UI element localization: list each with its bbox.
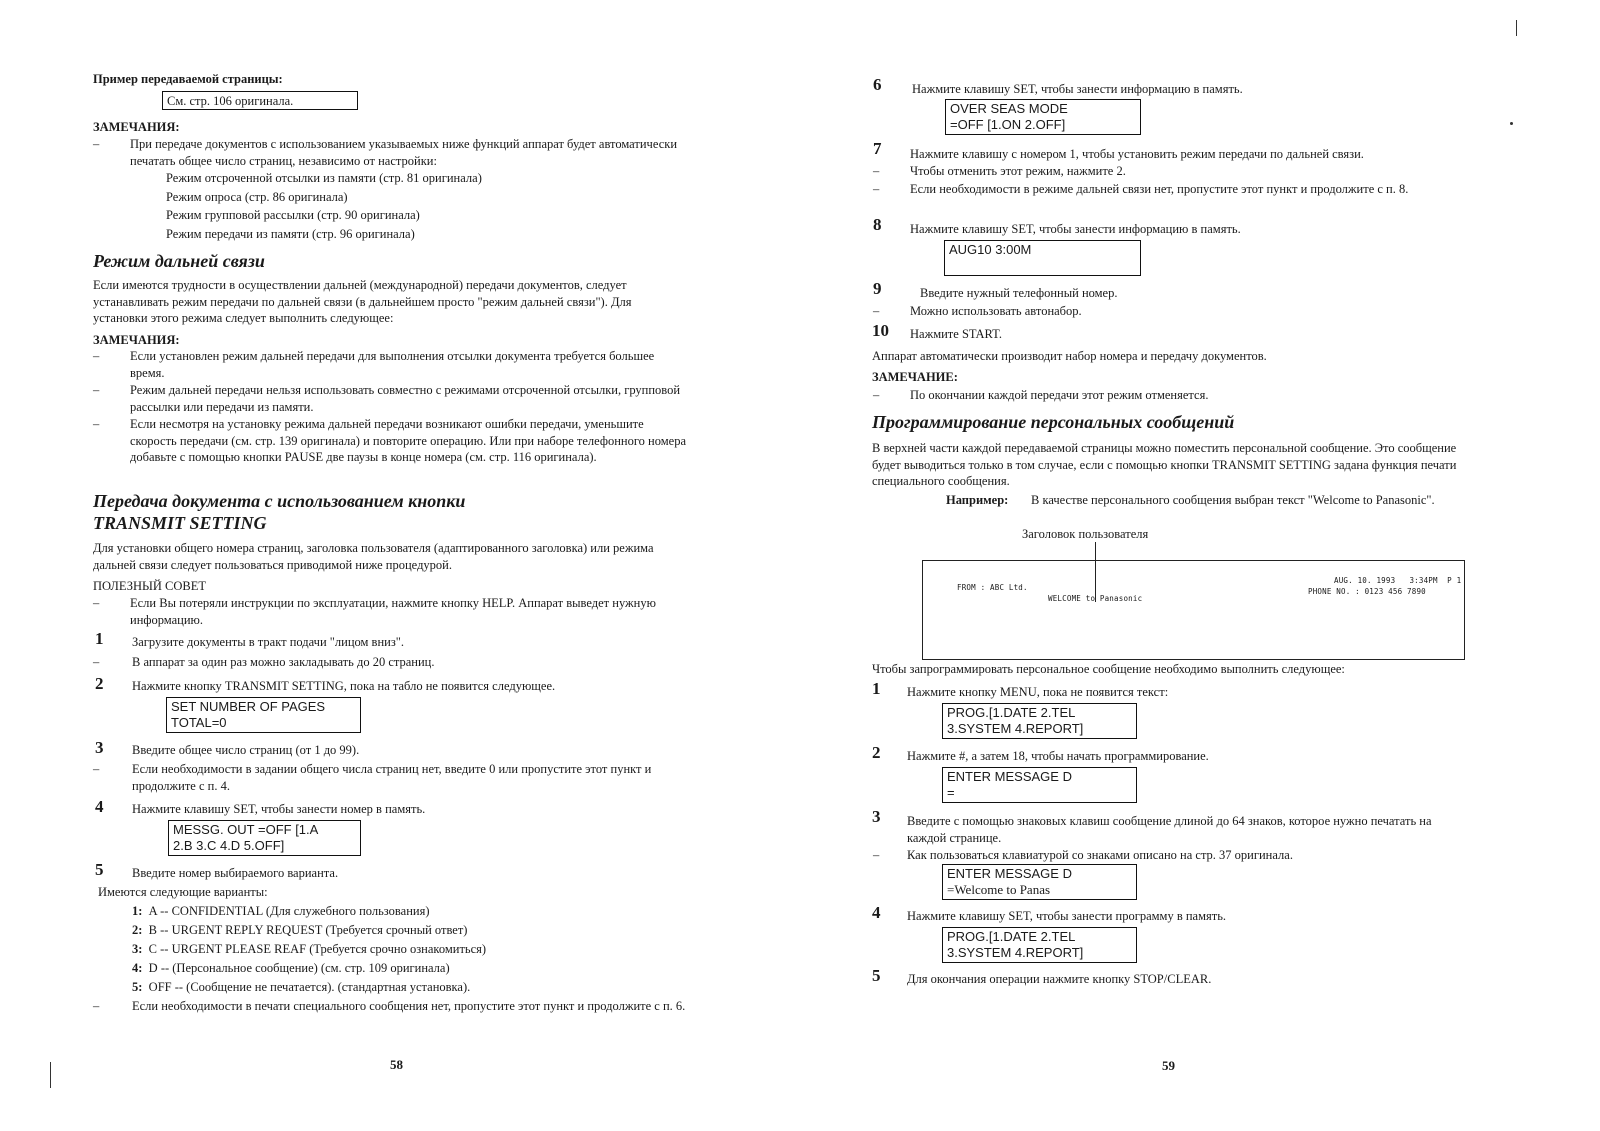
header-from: FROM : ABC Ltd.	[957, 583, 1028, 592]
variant-text: OFF -- (Сообщение не печатается). (стандартная установка).	[148, 980, 471, 994]
lcd-display	[942, 703, 1137, 739]
example-heading: Пример передаваемой страницы:	[93, 72, 283, 86]
variant-text: D -- (Персональное сообщение) (см. стр. 109 оригинала)	[148, 961, 450, 975]
dash-bullet: –	[873, 304, 880, 318]
step-text: Нажмите клавишу SET, чтобы занести номер в память.	[132, 802, 426, 816]
page-number: 59	[1162, 1058, 1175, 1073]
lcd-line: MESSG. OUT =OFF [1.A	[173, 822, 319, 837]
lcd-display	[942, 927, 1137, 963]
section-title: Режим дальней связи	[93, 251, 265, 271]
step-number: 10	[872, 321, 889, 340]
section-title-2: TRANSMIT SETTING	[93, 513, 267, 533]
example-label: Например:	[946, 493, 1009, 507]
dash-bullet: –	[93, 999, 100, 1013]
list-item	[132, 922, 486, 941]
caption-pointer-line	[1095, 542, 1096, 602]
lcd-line: =OFF [1.ON 2.OFF]	[950, 117, 1066, 132]
step-text: Нажмите кнопку TRANSMIT SETTING, пока на табло не появится следующее.	[132, 679, 556, 693]
list-item: Режим опроса (стр. 86 оригинала)	[166, 189, 348, 204]
step-number: 1	[95, 629, 104, 648]
dash-bullet: –	[873, 388, 880, 402]
tip-title: ПОЛЕЗНЫЙ СОВЕТ	[93, 579, 207, 593]
variants-intro: Имеются следующие варианты:	[98, 885, 268, 899]
list-item: Режим групповой рассылки (стр. 90 оригинала)	[166, 208, 420, 222]
notes-item: Если несмотря на установку режима дальней передачи возникают ошибки передачи, уменьшите скорость передачи (см. стр. 139 оригинала) и повторите операцию. Или при наборе телефонного номера добавьте с помощью кнопки PAUSE две паузы в конце номера (см. стр. 116 оригинала).	[130, 417, 686, 464]
lcd-line: ENTER MESSAGE D	[947, 769, 1072, 784]
step-number: 6	[873, 75, 882, 94]
section-text: В верхней части каждой передаваемой страницы можно поместить персональной сообщение. Это сообщение будет выводиться только в том случае, если с помощью кнопки TRANSMIT SETTING задана функция печати специального сообщения.	[872, 441, 1457, 488]
step-text: Введите номер выбираемого варианта.	[132, 866, 339, 880]
lcd-line: PROG.[1.DATE 2.TEL	[947, 929, 1076, 944]
example-box: См. стр. 106 оригинала.	[162, 91, 358, 110]
list-item	[132, 941, 486, 960]
section-text: Если имеются трудности в осуществлении дальней (международной) передачи документов, следует устанавливать режим передачи по дальней связи (в дальнейшем просто "режим дальней связи"). Для установки этого режима следует выполнить следующее:	[93, 278, 632, 325]
lcd-line: PROG.[1.DATE 2.TEL	[947, 705, 1076, 720]
variant-number: 5:	[132, 980, 143, 994]
step-text: Введите с помощью знаковых клавиш сообщение длиной до 64 знаков, которое нужно печатать на каждой странице.	[907, 814, 1432, 845]
step-note: Можно использовать автонабор.	[910, 304, 1082, 318]
section-title: Передача документа с использованием кнопки	[93, 491, 466, 511]
notes-title: ЗАМЕЧАНИЯ:	[93, 333, 180, 347]
lcd-line: 2.B 3.C 4.D 5.OFF]	[173, 838, 285, 853]
header-caption: Заголовок пользователя	[1022, 527, 1149, 541]
dash-bullet: –	[873, 848, 880, 862]
program-intro: Чтобы запрограммировать персональное сообщение необходимо выполнить следующее:	[872, 662, 1345, 676]
lcd-line: 3.SYSTEM 4.REPORT]	[947, 945, 1084, 960]
step-note: Если необходимости в режиме дальней связи нет, пропустите этот пункт и продолжите с п. 8.	[910, 182, 1409, 196]
right-page	[800, 0, 1600, 1131]
variant-number: 2:	[132, 923, 143, 937]
step-note: Если необходимости в печати специального сообщения нет, пропустите этот пункт и продолжите с п. 6.	[132, 999, 686, 1013]
step-text: Нажмите START.	[910, 327, 1002, 341]
header-phone: PHONE NO. : 0123 456 7890	[1308, 587, 1426, 596]
step-text: Введите нужный телефонный номер.	[920, 286, 1118, 300]
list-item: Режим передачи из памяти (стр. 96 оригинала)	[166, 226, 415, 241]
step-number: 7	[873, 139, 882, 158]
list-item	[132, 903, 486, 922]
step-number: 8	[873, 215, 882, 234]
dash-bullet: –	[873, 164, 880, 178]
lcd-line: =Welcome to Panas	[947, 882, 1051, 897]
step-text: Введите общее число страниц (от 1 до 99).	[132, 743, 360, 757]
margin-mark	[1516, 20, 1517, 36]
lcd-display	[166, 697, 361, 733]
step-note: Если необходимости в задании общего числа страниц нет, введите 0 или пропустите этот пункт и продолжите с п. 4.	[132, 762, 652, 793]
notes-list	[166, 170, 482, 242]
lcd-line: SET NUMBER OF PAGES	[171, 699, 326, 714]
dash-bullet: –	[93, 383, 100, 397]
step-note: Как пользоваться клавиатурой со знаками описано на стр. 37 оригинала.	[907, 848, 1293, 862]
header-sample	[922, 560, 1465, 660]
lcd-line: TOTAL=0	[171, 715, 227, 730]
step-text: Нажмите клавишу SET, чтобы занести информацию в память.	[910, 222, 1241, 236]
variant-number: 4:	[132, 961, 143, 975]
dash-bullet: –	[873, 182, 880, 196]
header-date: AUG. 10. 1993 3:34PM P 1	[1334, 576, 1462, 585]
header-welcome: WELCOME to Panasonic	[1048, 594, 1143, 603]
lcd-line: AUG10 3:00M	[949, 242, 1032, 257]
notes-title: ЗАМЕЧАНИЯ:	[93, 120, 180, 134]
step-number: 2	[872, 743, 881, 762]
dash-bullet: –	[93, 137, 100, 151]
lcd-display	[945, 99, 1141, 135]
dash-bullet: –	[93, 349, 100, 363]
step-number: 5	[872, 966, 881, 985]
step-number: 5	[95, 860, 104, 879]
step-number: 4	[95, 797, 104, 816]
step-text: Нажмите клавишу SET, чтобы занести программу в память.	[907, 909, 1227, 923]
lcd-display	[944, 240, 1141, 276]
section-text: Для установки общего номера страниц, заголовка пользователя (адаптированного заголовка) или режима дальней связи следует пользоваться приводимой ниже процедурой.	[93, 541, 654, 572]
step-number: 4	[872, 903, 881, 922]
notes-item: Если установлен режим дальней передачи для выполнения отсылки документа требуется большее время.	[130, 349, 655, 380]
step-number: 3	[872, 807, 881, 826]
notes-text: При передаче документов с использованием указываемых ниже функций аппарат будет автоматически печатать общее число страниц, независимо от настройки:	[130, 137, 678, 168]
tip-text: Если Вы потеряли инструкции по эксплуатации, нажмите кнопку HELP. Аппарат выведет нужную информацию.	[130, 596, 656, 627]
step-note: В аппарат за один раз можно закладывать до 20 страниц.	[132, 655, 435, 669]
lcd-line: ENTER MESSAGE D	[947, 866, 1072, 881]
step-text: Для окончания операции нажмите кнопку STOP/CLEAR.	[907, 972, 1212, 986]
step-number: 2	[95, 674, 104, 693]
list-item	[132, 979, 486, 998]
dash-bullet: –	[93, 655, 100, 669]
list-item	[132, 960, 486, 979]
step-note: Чтобы отменить этот режим, нажмите 2.	[910, 164, 1126, 178]
variants-list	[132, 903, 486, 998]
step-text: Нажмите кнопку MENU, пока не появится текст:	[907, 685, 1169, 699]
dash-bullet: –	[93, 762, 100, 776]
list-item: Режим отсроченной отсылки из памяти (стр. 81 оригинала)	[166, 171, 482, 185]
dash-bullet: –	[93, 596, 100, 610]
step-number: 9	[873, 279, 882, 298]
lcd-display	[942, 864, 1137, 900]
page-number: 58	[390, 1057, 403, 1072]
step-text: Нажмите клавишу с номером 1, чтобы установить режим передачи по дальней связи.	[910, 147, 1364, 161]
notes-title: ЗАМЕЧАНИЕ:	[872, 370, 958, 384]
lcd-line: =	[947, 785, 955, 800]
variant-text: B -- URGENT REPLY REQUEST (Требуется срочный ответ)	[148, 923, 468, 937]
step-text: Нажмите клавишу SET, чтобы занести информацию в память.	[912, 82, 1243, 96]
notes-text: По окончании каждой передачи этот режим отменяется.	[910, 388, 1209, 402]
dash-bullet: –	[93, 417, 100, 431]
lcd-line: 3.SYSTEM 4.REPORT]	[947, 721, 1084, 736]
notes-item: Режим дальней передачи нельзя использовать совместно с режимами отсроченной отсылки, групповой рассылки или передачи из памяти.	[130, 383, 681, 414]
step-result: Аппарат автоматически производит набор номера и передачу документов.	[872, 349, 1267, 363]
lcd-line: OVER SEAS MODE	[950, 101, 1068, 116]
variant-text: A -- CONFIDENTIAL (Для служебного пользования)	[148, 904, 430, 918]
step-text: Загрузите документы в тракт подачи "лицом вниз".	[132, 635, 404, 649]
example-text: В качестве персонального сообщения выбран текст "Welcome to Panasonic".	[1031, 493, 1435, 507]
step-number: 3	[95, 738, 104, 757]
step-text: Нажмите #, а затем 18, чтобы начать программирование.	[907, 749, 1209, 763]
speck	[1510, 122, 1513, 125]
variant-text: C -- URGENT PLEASE REAF (Требуется срочно ознакомиться)	[148, 942, 487, 956]
margin-mark	[50, 1062, 51, 1088]
variant-number: 1:	[132, 904, 143, 918]
variant-number: 3:	[132, 942, 143, 956]
section-title: Программирование персональных сообщений	[872, 412, 1235, 432]
lcd-display	[942, 767, 1137, 803]
step-number: 1	[872, 679, 881, 698]
lcd-display	[168, 820, 361, 856]
